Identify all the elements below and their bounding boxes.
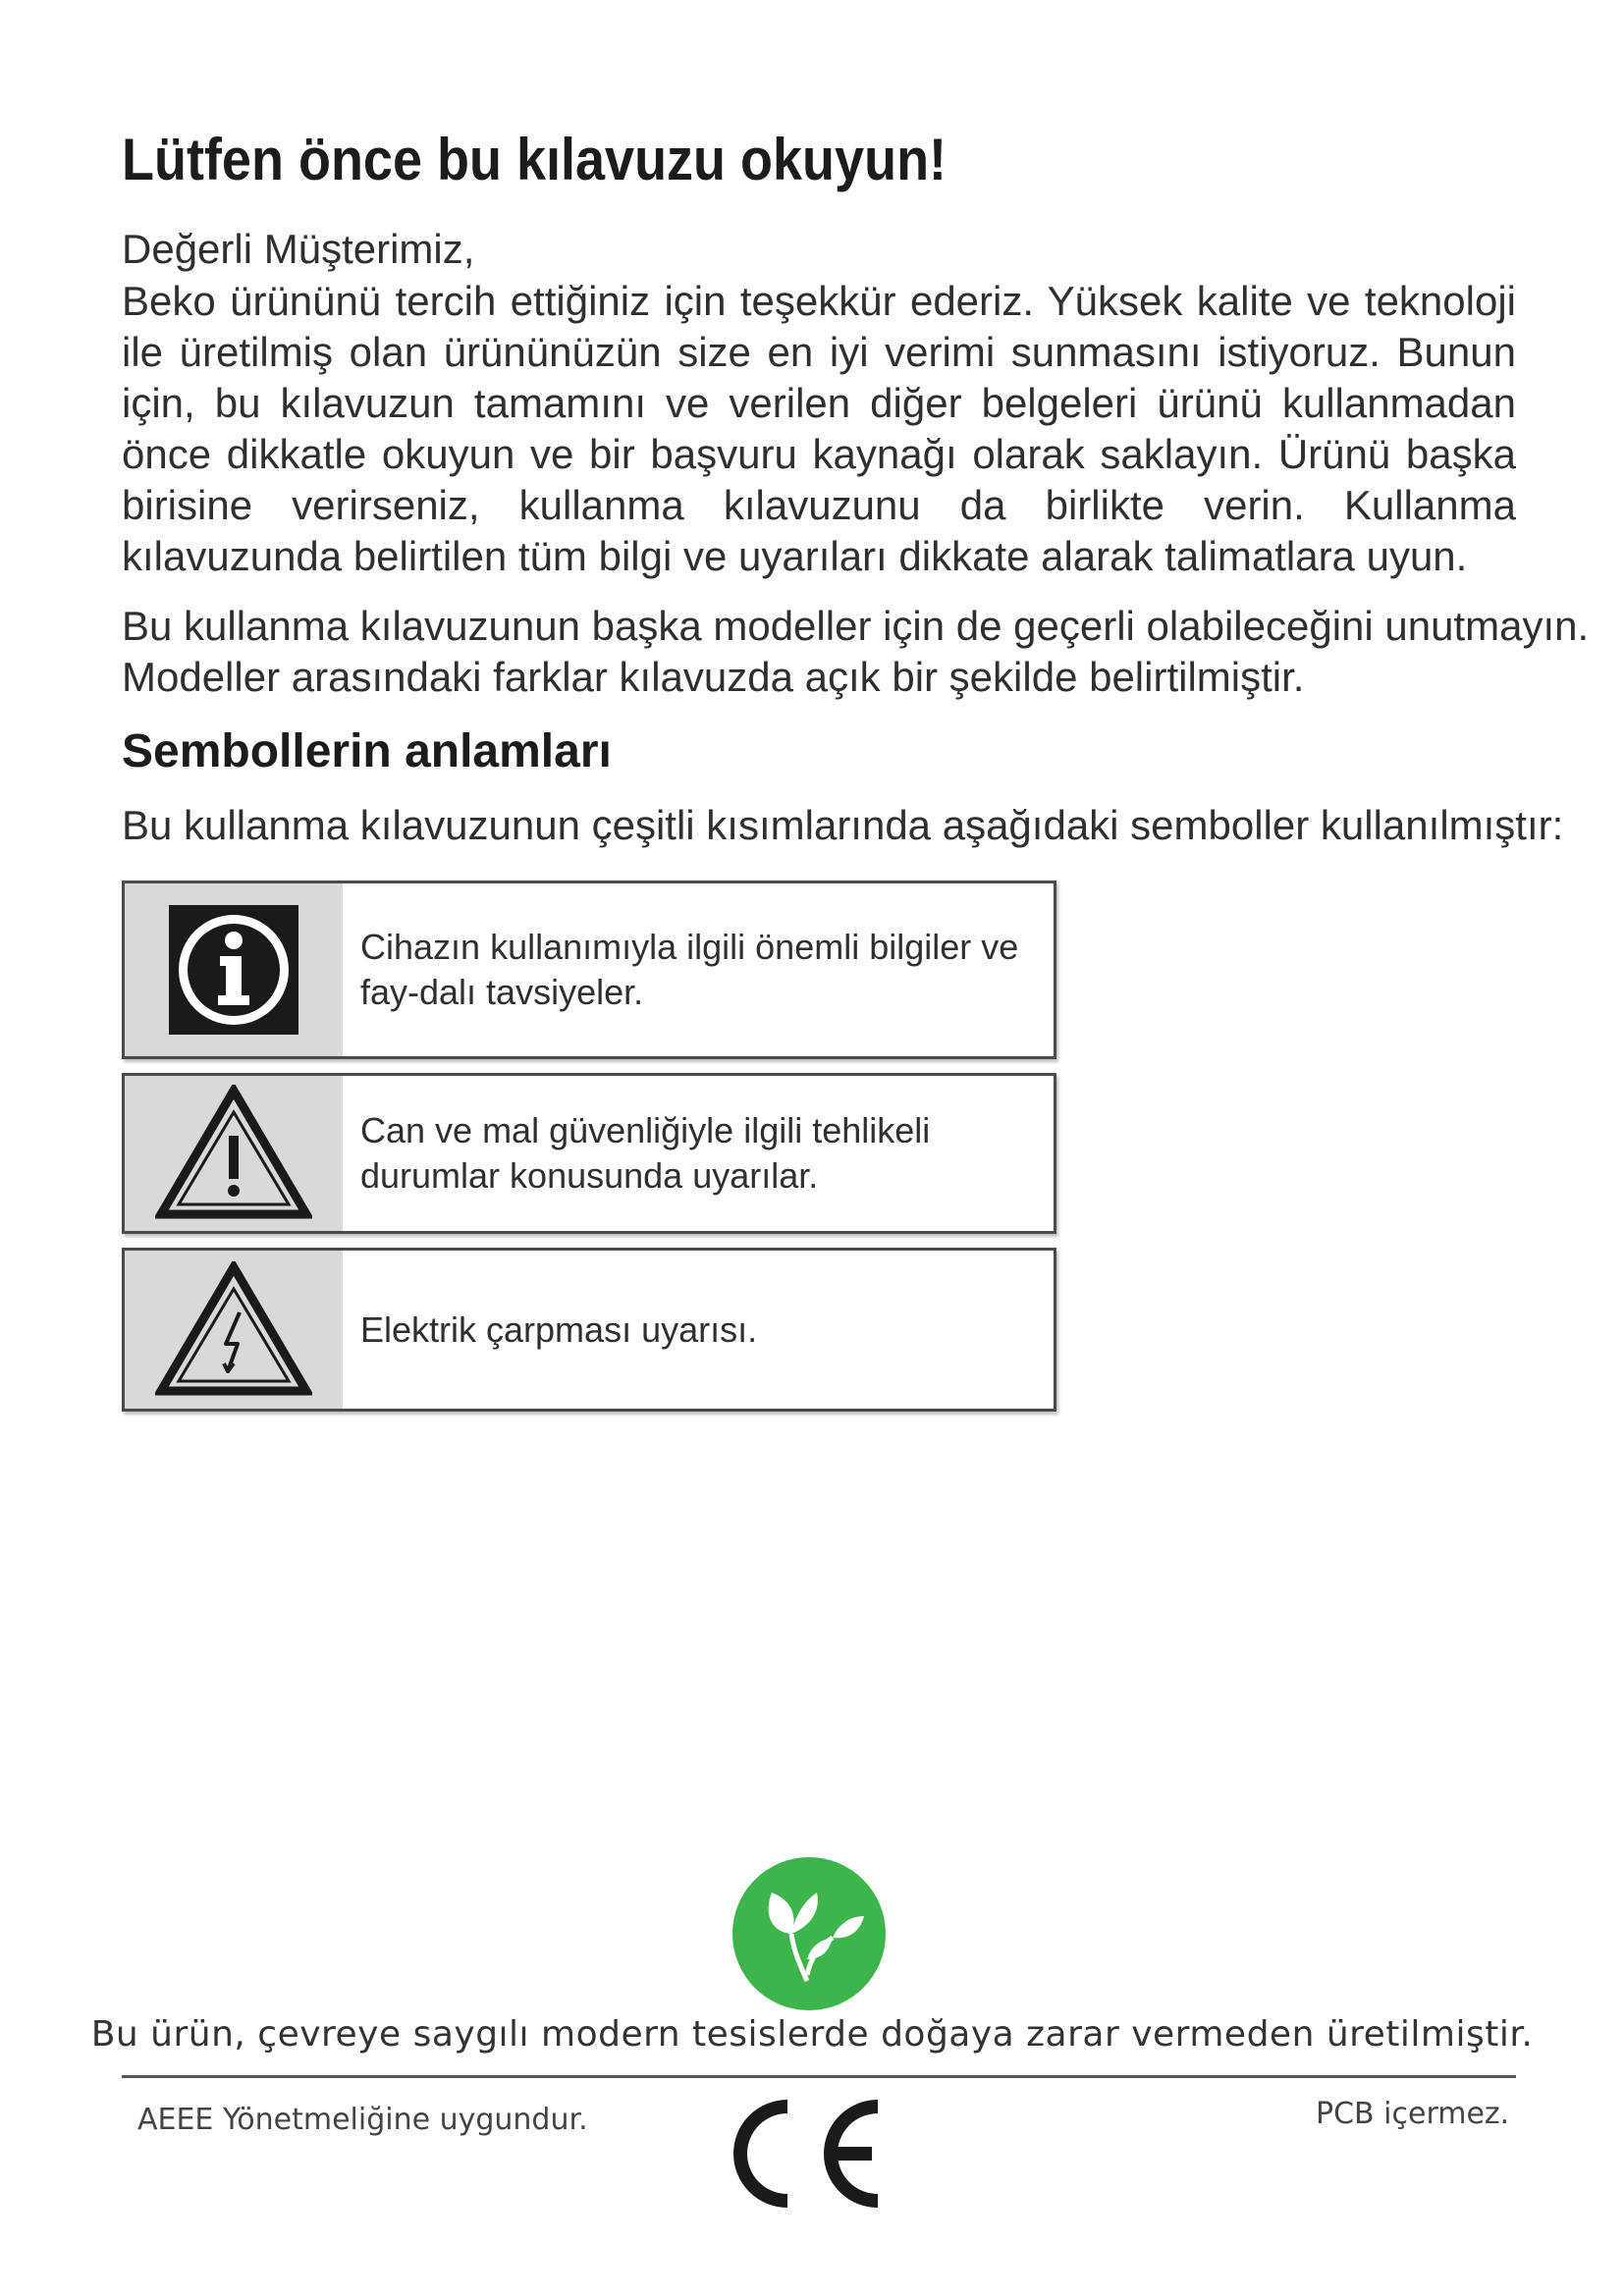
eco-statement: Bu ürün, çevreye saygılı modern tesislerde doğaya zarar vermeden üretilmiştir. (90, 2014, 1534, 2055)
models-note (122, 601, 1590, 703)
models-note-line-1: Bu kullanma kılavuzunun başka modeller için de geçerli olabileceğini unutmayın. (122, 603, 1590, 649)
symbols-intro: Bu kullanma kılavuzunun çeşitli kısımlarında aşağıdaki semboller kullanılmıştır: (122, 802, 1564, 848)
footer-divider (122, 2075, 1516, 2078)
symbol-text-electric: Elektrik çarpması uyarısı. (360, 1308, 758, 1350)
eco-leaf-icon (731, 1855, 888, 2012)
info-icon (125, 883, 343, 1056)
symbol-row-info (122, 881, 1056, 1059)
models-note-line-2: Modeller arasındaki farklar kılavuzda açık bir şekilde belirtilmiştir. (122, 654, 1305, 700)
symbols-heading: Sembollerin anlamları (122, 725, 612, 777)
symbol-text-info: Cihazın kullanımıyla ilgili önemli bilgiler ve fay-dalı tavsiyeler. (360, 927, 1019, 1012)
symbol-row-electric (122, 1248, 1056, 1412)
symbol-row-warning (122, 1073, 1056, 1234)
ce-mark-icon (717, 2091, 893, 2216)
page-title: Lütfen önce bu kılavuzu okuyun! (122, 127, 947, 192)
symbol-text-warning: Can ve mal güvenliğiyle ilgili tehlikeli durumlar konusunda uyarılar. (360, 1110, 931, 1196)
warning-icon (125, 1076, 343, 1231)
aeee-compliance: AEEE Yönetmeliğine uygundur. (137, 2103, 588, 2137)
intro-paragraph: Beko ürününü tercih ettiğiniz için teşekkür ederiz. Yüksek kalite ve teknoloji ile üretilmiş olan ürününüzün size en iyi verimi sunmasını istiyoruz. Bunun için, bu kılavuzun tamamını ve verilen diğer belgeleri ürünü kullanmadan önce dikkatle okuyun ve bir başvuru kaynağı olarak saklayın. Ürünü başka birisine verirseniz, kullanma kılavuzunu da birlikte verin. Kullanma kılavuzunda belirtilen tüm bilgi ve uyarıları dikkate alarak talimatlara uyun. (122, 278, 1516, 579)
greeting: Değerli Müşterimiz, (122, 226, 475, 272)
pcb-statement: PCB içermez. (1316, 2097, 1510, 2131)
electric-shock-icon (125, 1251, 343, 1409)
